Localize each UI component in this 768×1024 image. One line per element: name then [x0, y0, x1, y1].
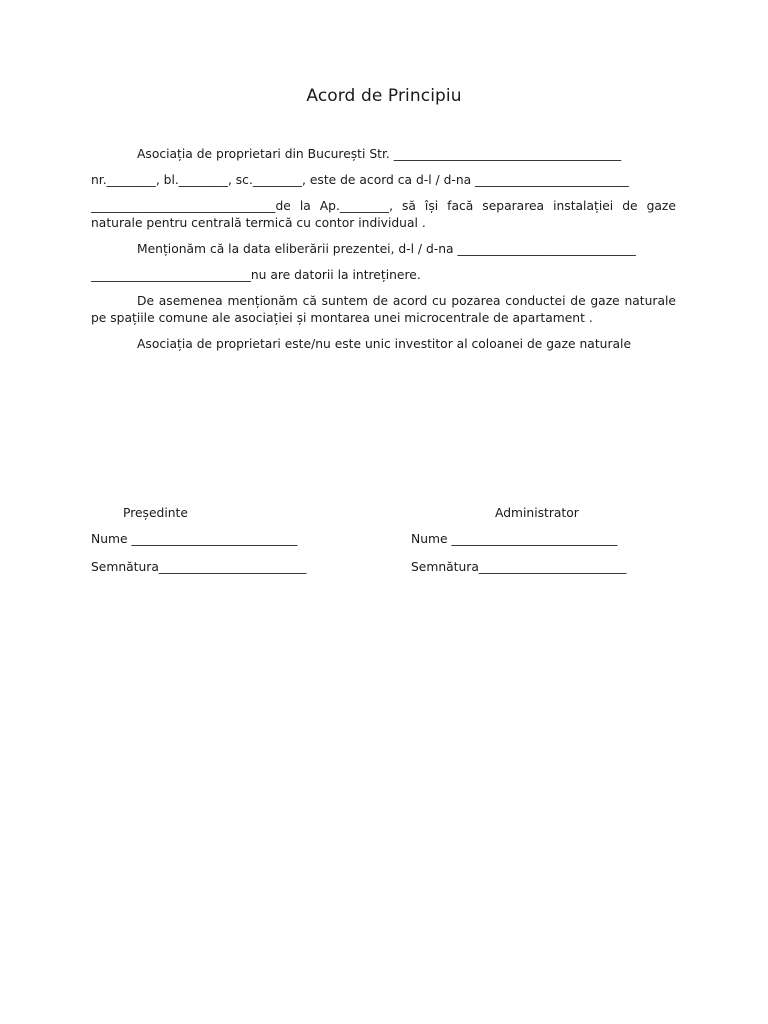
- word: la: [299, 199, 311, 213]
- word: separarea: [482, 199, 545, 213]
- paragraph-4: Asociația de proprietari este/nu este unic investitor al coloanei de gaze naturale: [137, 337, 632, 351]
- president-signature-field: Semnătura________________________: [91, 560, 307, 574]
- president-name-field: Nume ___________________________: [91, 532, 298, 546]
- paragraph-1-line-3: [91, 198, 676, 215]
- word: își: [424, 199, 439, 213]
- word: instalației: [553, 199, 614, 213]
- word: ______________________________de: [91, 199, 291, 213]
- paragraph-1-line-1: Asociația de proprietari din București Str. _____________________________________: [137, 147, 622, 161]
- administrator-name-field: Nume ___________________________: [411, 532, 618, 546]
- document-title: Acord de Principiu: [306, 86, 462, 106]
- paragraph-1-line-2: nr.________, bl.________, sc.________, este de acord ca d-l / d-na _________________________: [91, 173, 629, 187]
- document-body: [91, 146, 676, 353]
- word: să: [401, 199, 416, 213]
- administrator-heading: Administrator: [495, 506, 579, 520]
- paragraph-3: De asemenea menționăm că suntem de acord cu pozarea conductei de gaze naturale pe spațiile comune ale asociației și montarea unei microcentrale de apartament .: [91, 294, 676, 325]
- paragraph-1-line-4: naturale pentru centrală termică cu contor individual .: [91, 216, 426, 230]
- word: facă: [447, 199, 474, 213]
- president-heading: Președinte: [123, 506, 188, 520]
- word: de: [622, 199, 638, 213]
- administrator-signature-field: Semnătura________________________: [411, 560, 627, 574]
- paragraph-2-line-2: __________________________nu are datorii la intreținere.: [91, 268, 421, 282]
- word: gaze: [646, 199, 676, 213]
- paragraph-2-line-1: Menționăm că la data eliberării prezentei, d-l / d-na _____________________________: [137, 242, 636, 256]
- word: Ap.________,: [319, 199, 393, 213]
